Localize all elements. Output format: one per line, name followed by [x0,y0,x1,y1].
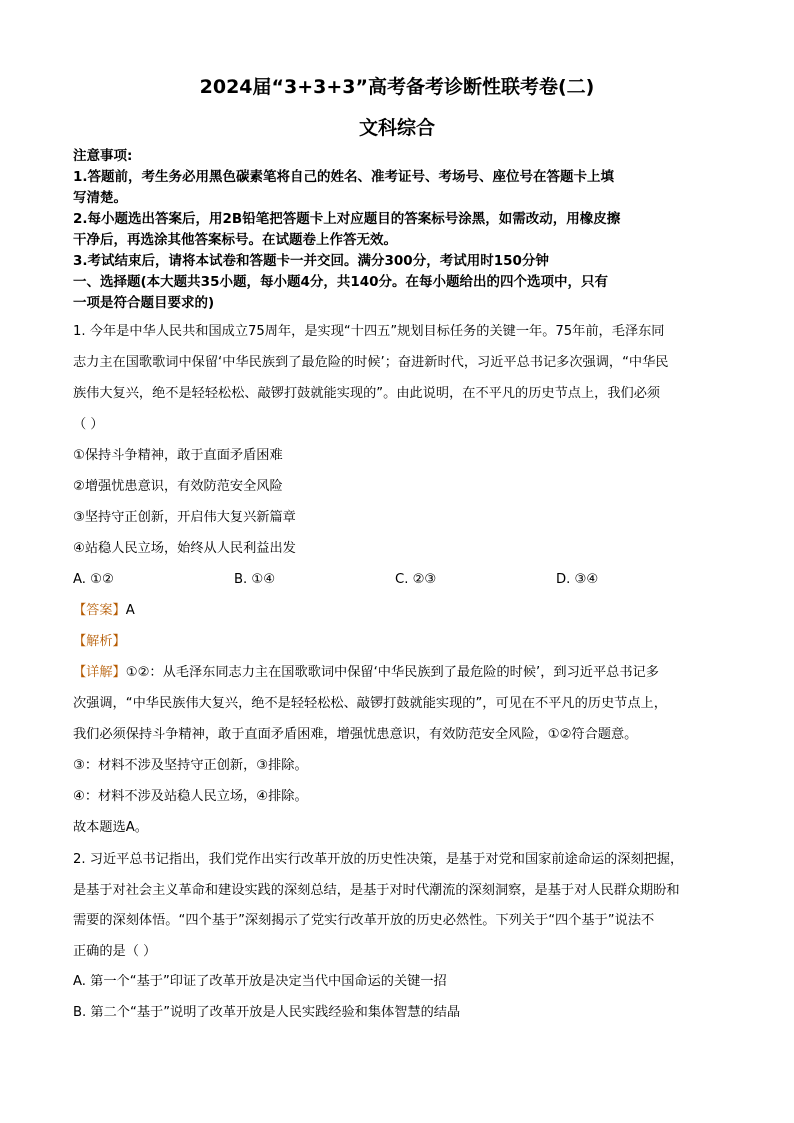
notes-line: 2.每小题选出答案后，用2B铅笔把答题卡上对应题目的答案标号涂黑，如需改动，用橡皮擦 [73,211,621,227]
notes-line: 干净后，再选涂其他答案标号。在试题卷上作答无效。 [73,232,397,248]
notes-section [73,146,725,314]
q1-option-b: B. ①④ [234,572,276,587]
q1-option-d: D. ③④ [556,572,599,587]
exam-title: 2024届“3+3+3”高考备考诊断性联考卷(二) [199,76,595,98]
q2-stem-line: 正确的是（ ） [73,943,157,959]
q2-stem-line: 是基于对社会主义革命和建设实践的深刻总结，是基于对时代潮流的深刻洞察，是基于对人民群众期盼和 [73,882,680,898]
q1-detail-line: ④：材料不涉及站稳人民立场，④排除。 [73,789,308,804]
q1-stem-line: （ ） [73,417,104,432]
question-1 [73,316,725,843]
section-heading: 一、选择题(本大题共35小题，每小题4分，共140分。在每小题给出的四个选项中，只有 [73,274,609,290]
notes-line: 写清楚。 [73,190,127,206]
q1-statement: ④站稳人民立场，始终从人民利益出发 [73,541,296,556]
q1-stem-line: 族伟大复兴，绝不是轻轻松松、敲锣打鼓就能实现的”。由此说明，在不平凡的历史节点上，我们必须 [73,386,661,401]
question-2 [73,845,725,1028]
detail-text: ①②：从毛泽东同志力主在国歌歌词中保留‘中华民族到了最危险的时候’，到习近平总书记多 [125,665,659,680]
q1-options [73,564,725,595]
notes-heading: 注意事项: [73,148,133,164]
notes-line: 3.考试结束后，请将本试卷和答题卡一并交回。满分300分，考试用时150分钟 [73,253,549,269]
q1-stem-line: 志力主在国歌歌词中保留‘中华民族到了最危险的时候’；奋进新时代，习近平总书记多次强调，“中华民 [73,355,669,370]
q1-option-c: C. ②③ [395,572,437,587]
exam-subtitle: 文科综合 [358,117,435,139]
answer-label: 【答案】 [73,603,126,618]
q1-detail-line [73,657,725,688]
answer-value: A [125,603,135,618]
q1-statement: ①保持斗争精神，敢于直面矛盾困难 [73,448,283,463]
q1-detail-line: ③：材料不涉及坚持守正创新，③排除。 [73,758,308,773]
q2-option-b: B. 第二个“基于”说明了改革开放是人民实践经验和集体智慧的结晶 [73,1004,461,1020]
q1-detail-line: 次强调，“中华民族伟大复兴，绝不是轻轻松松、敲锣打鼓就能实现的”，可见在不平凡的历史节点上， [73,696,667,711]
q1-detail-line: 我们必须保持斗争精神，敢于直面矛盾困难，增强忧患意识，有效防范安全风险，①②符合题意。 [73,727,638,742]
q2-stem-line: 需要的深刻体悟。“四个基于”深刻揭示了党实行改革开放的历史必然性。下列关于“四个基于”说法不 [73,913,655,928]
q2-stem-line: 2. 习近平总书记指出，我们党作出实行改革开放的历史性决策，是基于对党和国家前途命运的深刻把握， [73,852,684,867]
q1-statement: ③坚持守正创新，开启伟大复兴新篇章 [73,510,296,525]
q1-statement: ②增强忧患意识，有效防范安全风险 [73,479,283,494]
analysis-label: 【解析】 [73,634,126,649]
notes-line: 1.答题前，考生务必用黑色碳素笔将自己的姓名、准考证号、考场号、座位号在答题卡上填 [73,169,615,185]
q1-stem-line: 1. 今年是中华人民共和国成立75周年，是实现“十四五”规划目标任务的关键一年。75年前，毛泽东同 [73,324,665,339]
detail-label: 【详解】 [73,665,126,680]
q1-answer [73,595,725,626]
q2-option-a: A. 第一个“基于”印证了改革开放是决定当代中国命运的关键一招 [73,974,447,989]
q1-analysis [73,626,725,657]
q1-option-a: A. ①② [73,572,114,587]
q1-detail-line: 故本题选A。 [73,820,148,835]
section-heading: 一项是符合题目要求的) [73,295,215,311]
